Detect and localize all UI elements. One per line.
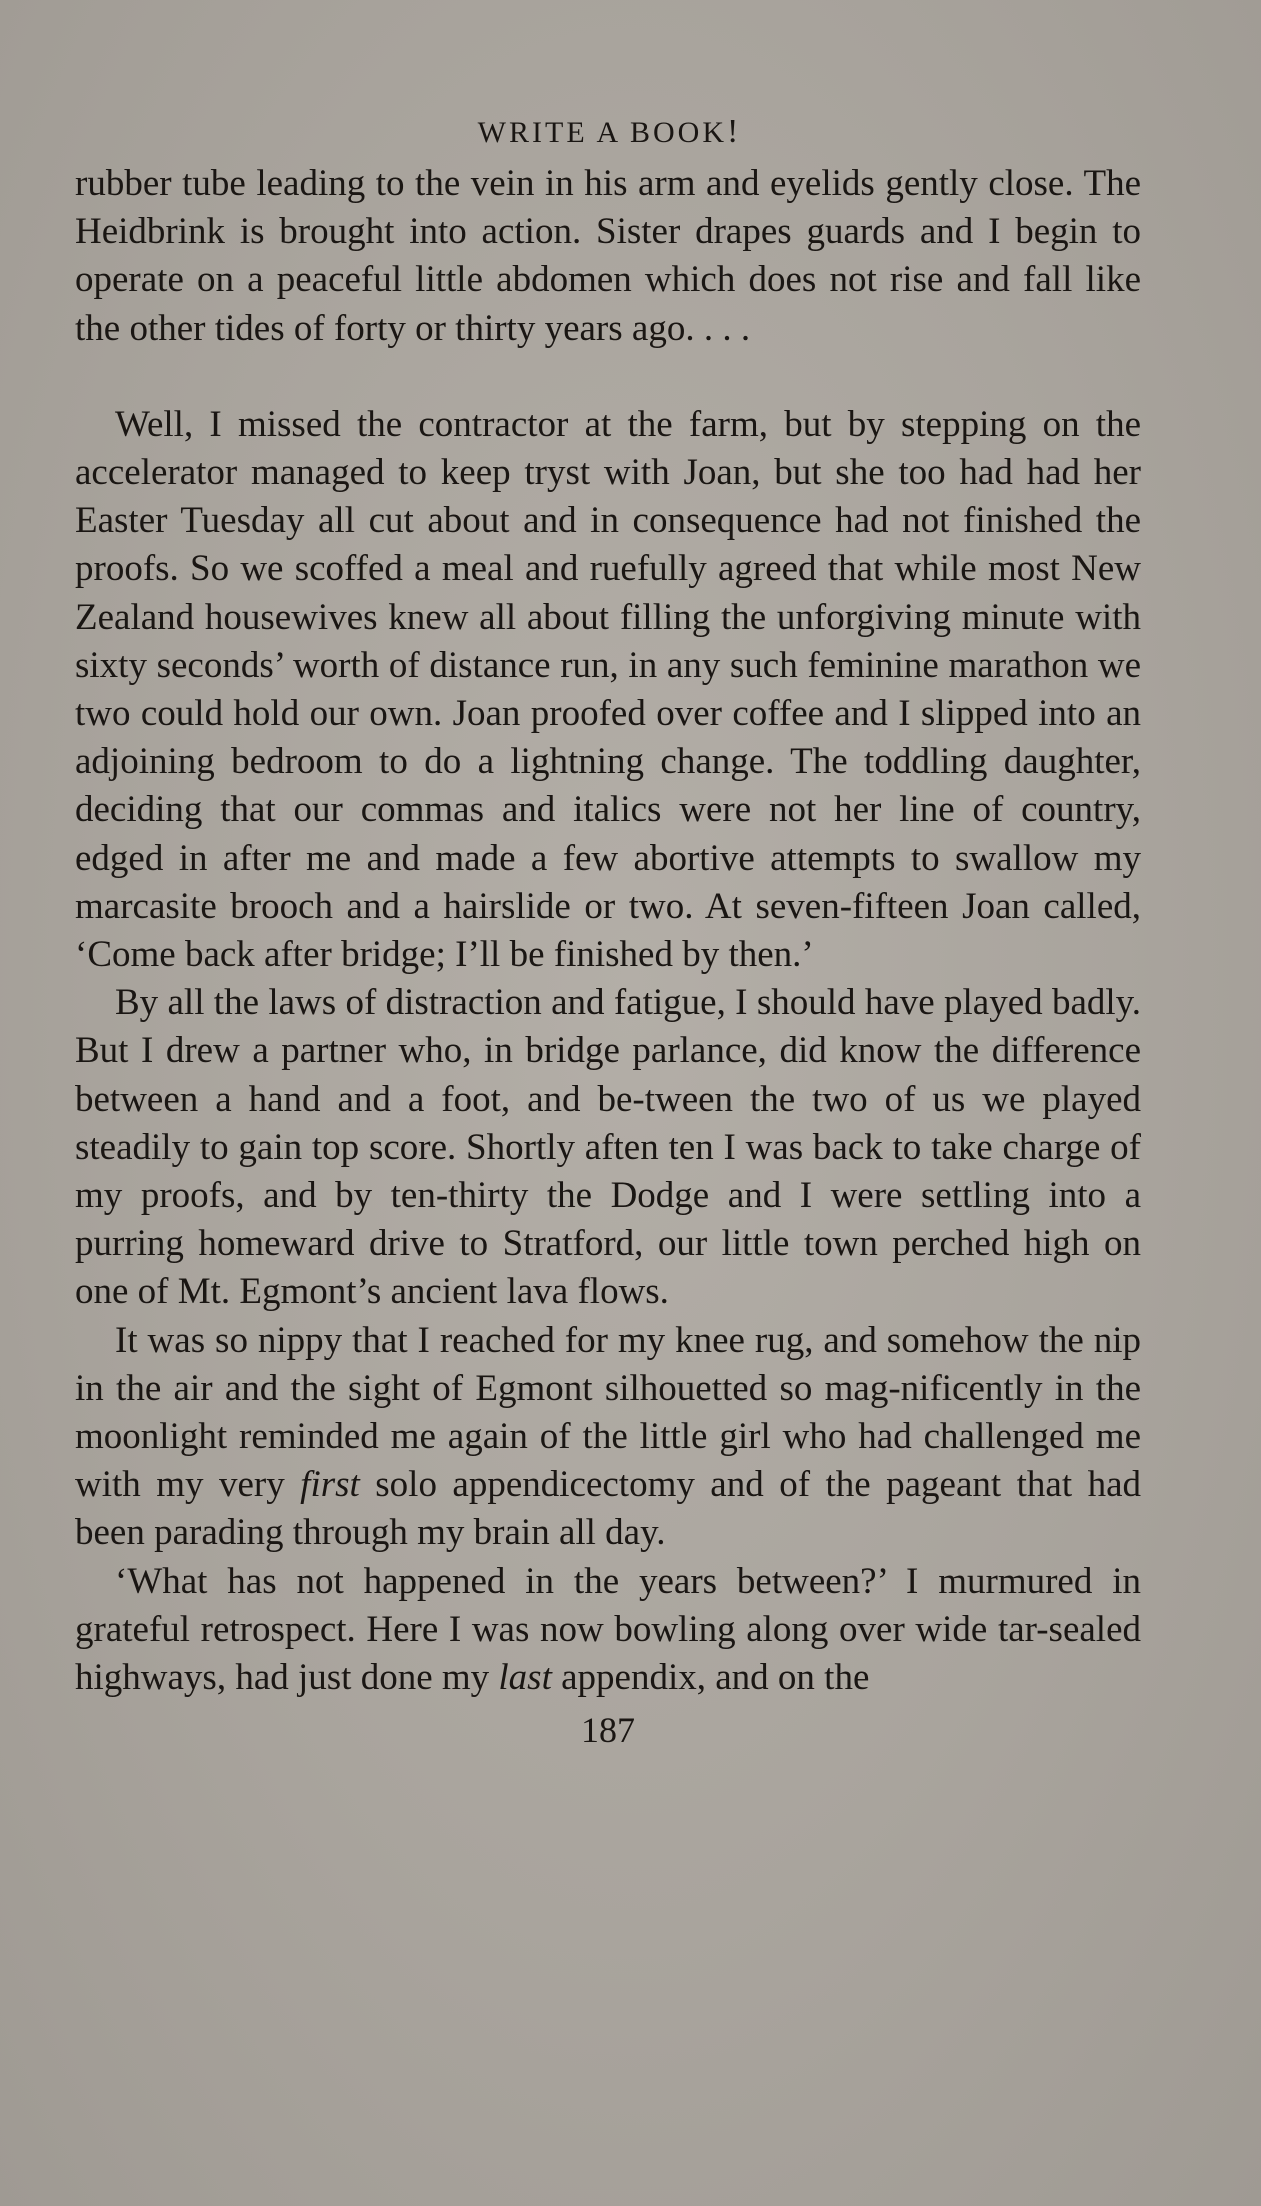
- book-page: [75, 110, 1141, 1752]
- paragraph-text: Well, I missed the contractor at the farm, but by stepping on the accelerator managed to keep tryst with Joan, but she too had had her Easter Tuesday all cut about and in consequence had not finished the proofs. So we scoffed a meal and ruefully agreed that while most New Zealand housewives knew all about filling the unforgiving minute with sixty seconds’ worth of distance run, in any such feminine marathon we two could hold our own. Joan proofed over coffee and I slipped into an adjoining bedroom to do a lightning change. The toddling daughter, deciding that our commas and italics were not her line of country, edged in after me and made a few abortive attempts to swallow my marcasite brooch and a hairslide or two. At seven-fifteen Joan called, ‘Come back after bridge; I’ll be finished by then.’: [75, 403, 1141, 976]
- paragraph-text: It was so nippy that I reached for my knee rug, and somehow the nip in the air and the sight of Egmont silhouetted so mag-nificently in the moonlight reminded me again of the little girl who had challenged me with my very: [75, 1319, 1141, 1506]
- paragraph-text: rubber tube leading to the vein in his arm and eyelids gently close. The Heidbrink is brought into action. Sister drapes guards and I begin to operate on a peaceful little abdomen which does not rise and fall like the other tides of forty or thirty years ago. . . .: [75, 163, 1141, 349]
- italic-emphasis: last: [498, 1657, 552, 1699]
- running-head: [75, 110, 1141, 154]
- body-text: [75, 160, 1141, 1702]
- paragraph: [75, 979, 1141, 1316]
- italic-emphasis: first: [300, 1464, 360, 1506]
- page-number: 187: [581, 1710, 635, 1751]
- paragraph: [75, 1558, 1141, 1703]
- paragraph: [75, 1317, 1141, 1558]
- paragraph-text: By all the laws of distraction and fatigue, I should have played badly. But I drew a partner who, in bridge parlance, did know the difference between a hand and a foot, and be-tween the two of us we played steadily to gain top score. Shortly aften ten I was back to take charge of my proofs, and by ten-thirty the Dodge and I were settling into a purring homeward drive to Stratford, our little town perched high on one of Mt. Egmont’s ancient lava flows.: [75, 982, 1141, 1313]
- paragraph-text: ‘What has not happened in the years between?’ I murmured in grateful retrospect. Here I was now bowling along over wide tar-sealed highways, had just done my: [75, 1560, 1141, 1699]
- paragraph-text: appendix, and on the: [551, 1657, 870, 1699]
- running-head-exclamation: !: [727, 113, 739, 150]
- paragraph-continued: [75, 160, 1141, 353]
- running-head-title: WRITE A BOOK: [477, 116, 727, 149]
- paragraph-section-start: [75, 401, 1141, 979]
- paragraph-text: solo appendicectomy and of the pageant that had been parading through my brain all day.: [75, 1464, 1141, 1554]
